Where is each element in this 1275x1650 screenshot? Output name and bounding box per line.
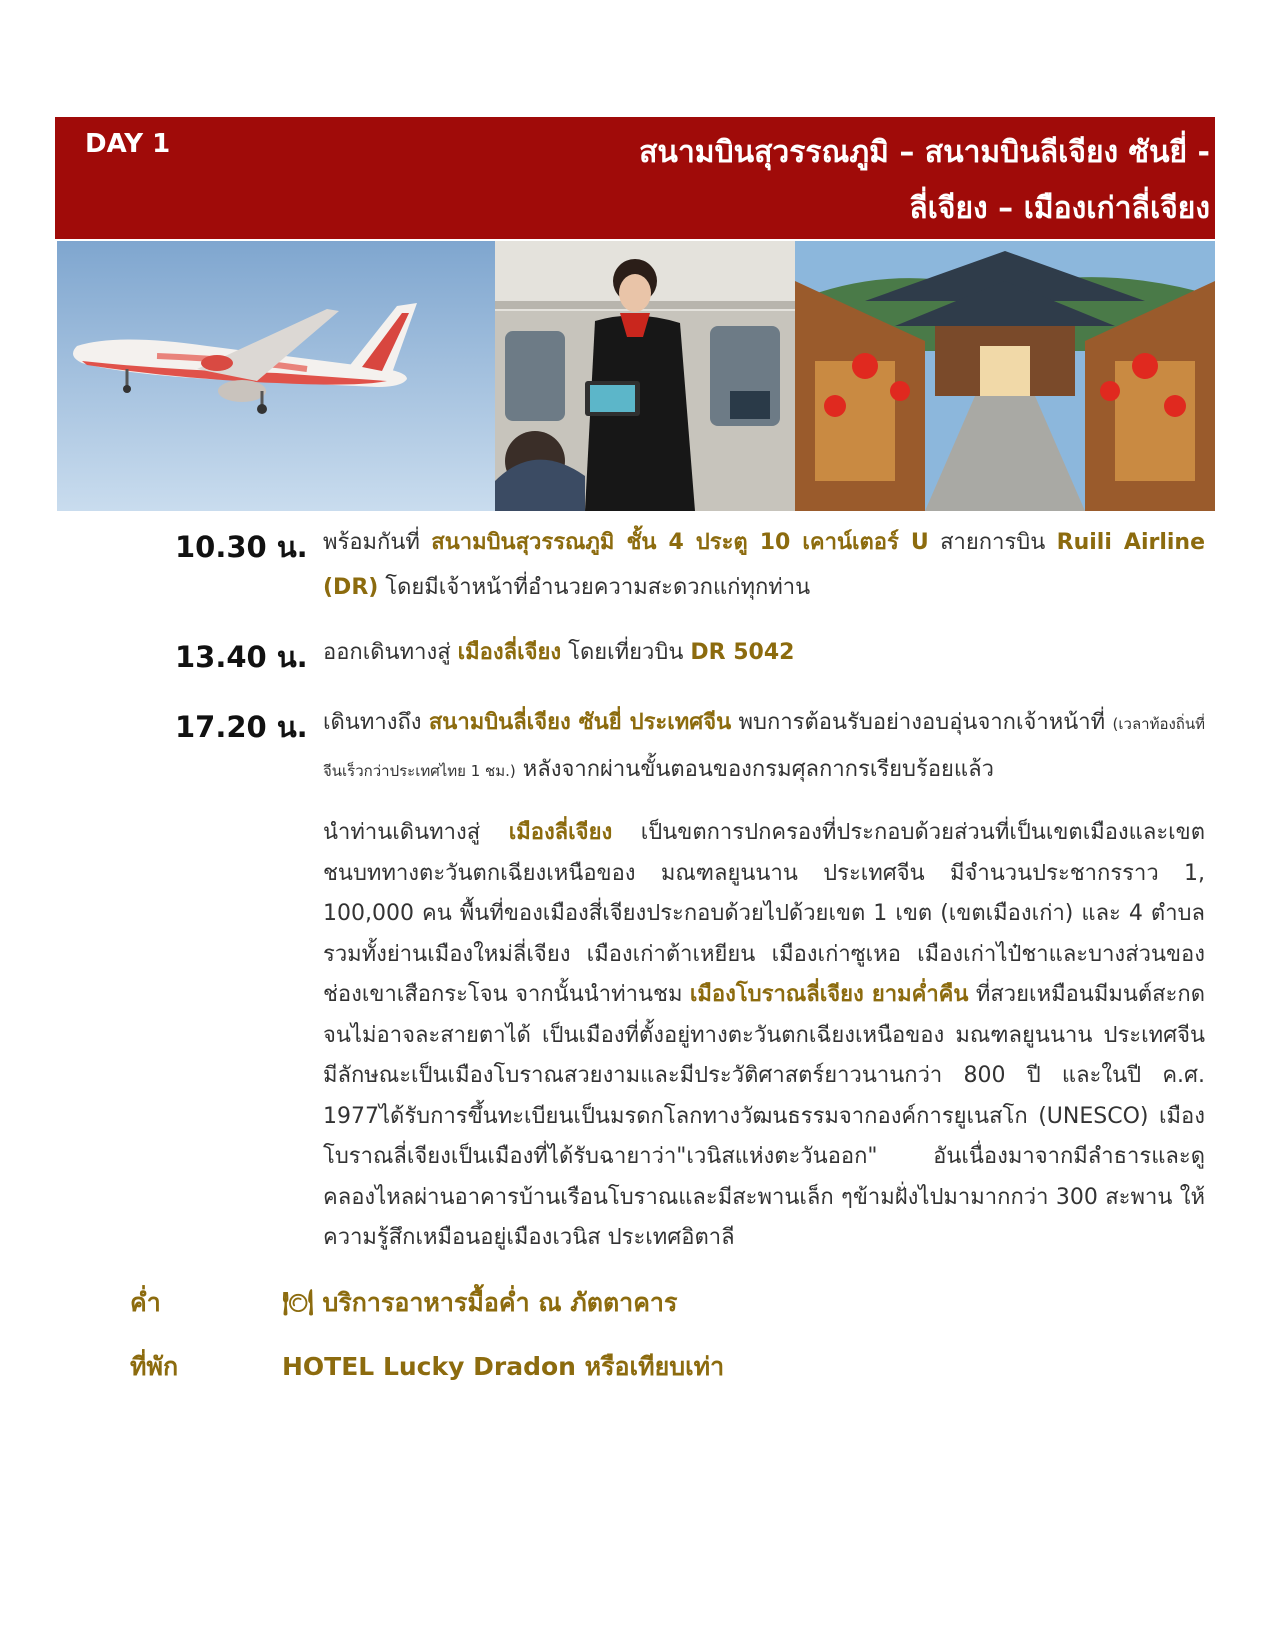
schedule-time: 17.20 น.	[175, 710, 308, 744]
plate-icon: 🍽	[282, 1288, 314, 1317]
highlight-text: DR 5042	[690, 640, 795, 665]
text: เป็นขตการปกครองที่ประกอบด้วยส่วนที่เป็นเขตเมืองและเขตชนบททางตะวันตกเฉียงเหนือของ มณฑลยูนนาน ประเทศจีน มีจำนวนประชากรราว 1, 100,000 คน พื้นที่ของเมืองสี่เจียงประกอบด้วยไปด้วยเขต 1 เขต (เขตเมืองเก่า) และ 4 ตำบล รวมทั้งย่านเมืองใหม่ลี่เจียง เมืองเก่าต้าเหยียน เมืองเก่าซูเหอ เมืองเก่าไป๋ชาและบางส่วนของช่องเขาเสือกระโจน จากนั้นนำท่านชม	[323, 820, 1205, 1007]
schedule-time: 10.30 น.	[175, 530, 308, 564]
highlight-text: เมืองลี่เจียง	[457, 640, 562, 665]
day-title-line2: ลี่เจียง – เมืองเก่าลี่เจียง	[909, 191, 1210, 226]
day-title	[310, 125, 1210, 237]
time-note: (เวลาท้องถิ่นที่จีนเร็วกว่าประเทศไทย 1 ชม.)	[323, 715, 1206, 780]
day-title-line1: สนามบินสุวรรณภูมิ – สนามบินลีเจียง ซันยี่ -	[639, 135, 1210, 170]
highlight-text: สนามบินสุวรรณภูมิ ชั้น 4 ประตู 10 เคาน์เตอร์ U	[431, 530, 929, 555]
text: หลังจากผ่านขั้นตอนของกรมศุลกากรเรียบร้อยแล้ว	[515, 757, 994, 782]
text: สายการบิน	[928, 530, 1057, 555]
text: โดยเที่ยวบิน	[561, 640, 691, 665]
highlight-text: Ruili Airline (DR)	[323, 530, 1205, 600]
text: ออกเดินทางสู่	[323, 640, 458, 665]
old-town-photo	[795, 241, 1215, 511]
highlight-text: เมืองลี่เจียง	[508, 820, 613, 845]
schedule-description	[323, 700, 1205, 794]
cabin-photo	[495, 241, 795, 511]
text: นำท่านเดินทางสู่	[323, 820, 509, 845]
meal-text: บริการอาหารมื้อค่ำ ณ ภัตตาคาร	[322, 1288, 678, 1317]
day-header	[55, 117, 1215, 239]
meal-info	[282, 1283, 677, 1323]
schedule-description	[323, 520, 1205, 610]
airplane-photo	[57, 241, 495, 511]
day-label: DAY 1	[85, 129, 171, 159]
hotel-label: ที่พัก	[130, 1352, 179, 1381]
text: พบการต้อนรับอย่างอบอุ่นจากเจ้าหน้าที่	[731, 710, 1113, 735]
schedule-time: 13.40 น.	[175, 640, 308, 674]
photo-strip	[57, 241, 1215, 511]
highlight-text: เมืองโบราณลี่เจียง ยามค่ำคืน	[689, 982, 969, 1007]
description-paragraph	[323, 813, 1205, 1259]
hotel-name: HOTEL Lucky Dradon หรือเทียบเท่า	[282, 1352, 725, 1381]
highlight-text: สนามบินลี่เจียง ซันยี่ ประเทศจีน	[428, 710, 732, 735]
text: โดยมีเจ้าหน้าที่อำนวยความสะดวกแก่ทุกท่าน	[378, 575, 811, 600]
schedule-description	[323, 630, 1205, 675]
text: ที่สวยเหมือนมีมนต์สะกดจนไม่อาจละสายตาได้ เป็นเมืองที่ตั้งอยู่ทางตะวันตกเฉียงเหนือของ มณฑลยูนนาน ประเทศจีน มีลักษณะเป็นเมืองโบราณสวยงามและมีประวัติศาสตร์ยาวนานกว่า 800 ปี และในปี ค.ศ. 1977ได้รับการขึ้นทะเบียนเป็นมรดกโลกทางวัฒนธรรมจากองค์การยูเนสโก (UNESCO) เมืองโบราณลี่เจียงเป็นเมืองที่ได้รับฉายาว่า"เวนิสแห่งตะวันออก" อันเนื่องมาจากมีลำธารและดูคลองไหลผ่านอาคารบ้านเรือนโบราณและมีสะพานเล็ก ๆข้ามฝั่งไปมามากกว่า 300 สะพาน ให้ความรู้สึกเหมือนอยู่เมืองเวนิส ประเทศอิตาลี	[323, 982, 1206, 1250]
text: เดินทางถึง	[323, 710, 429, 735]
text: พร้อมกันที่	[323, 530, 432, 555]
meal-label: ค่ำ	[130, 1288, 161, 1317]
